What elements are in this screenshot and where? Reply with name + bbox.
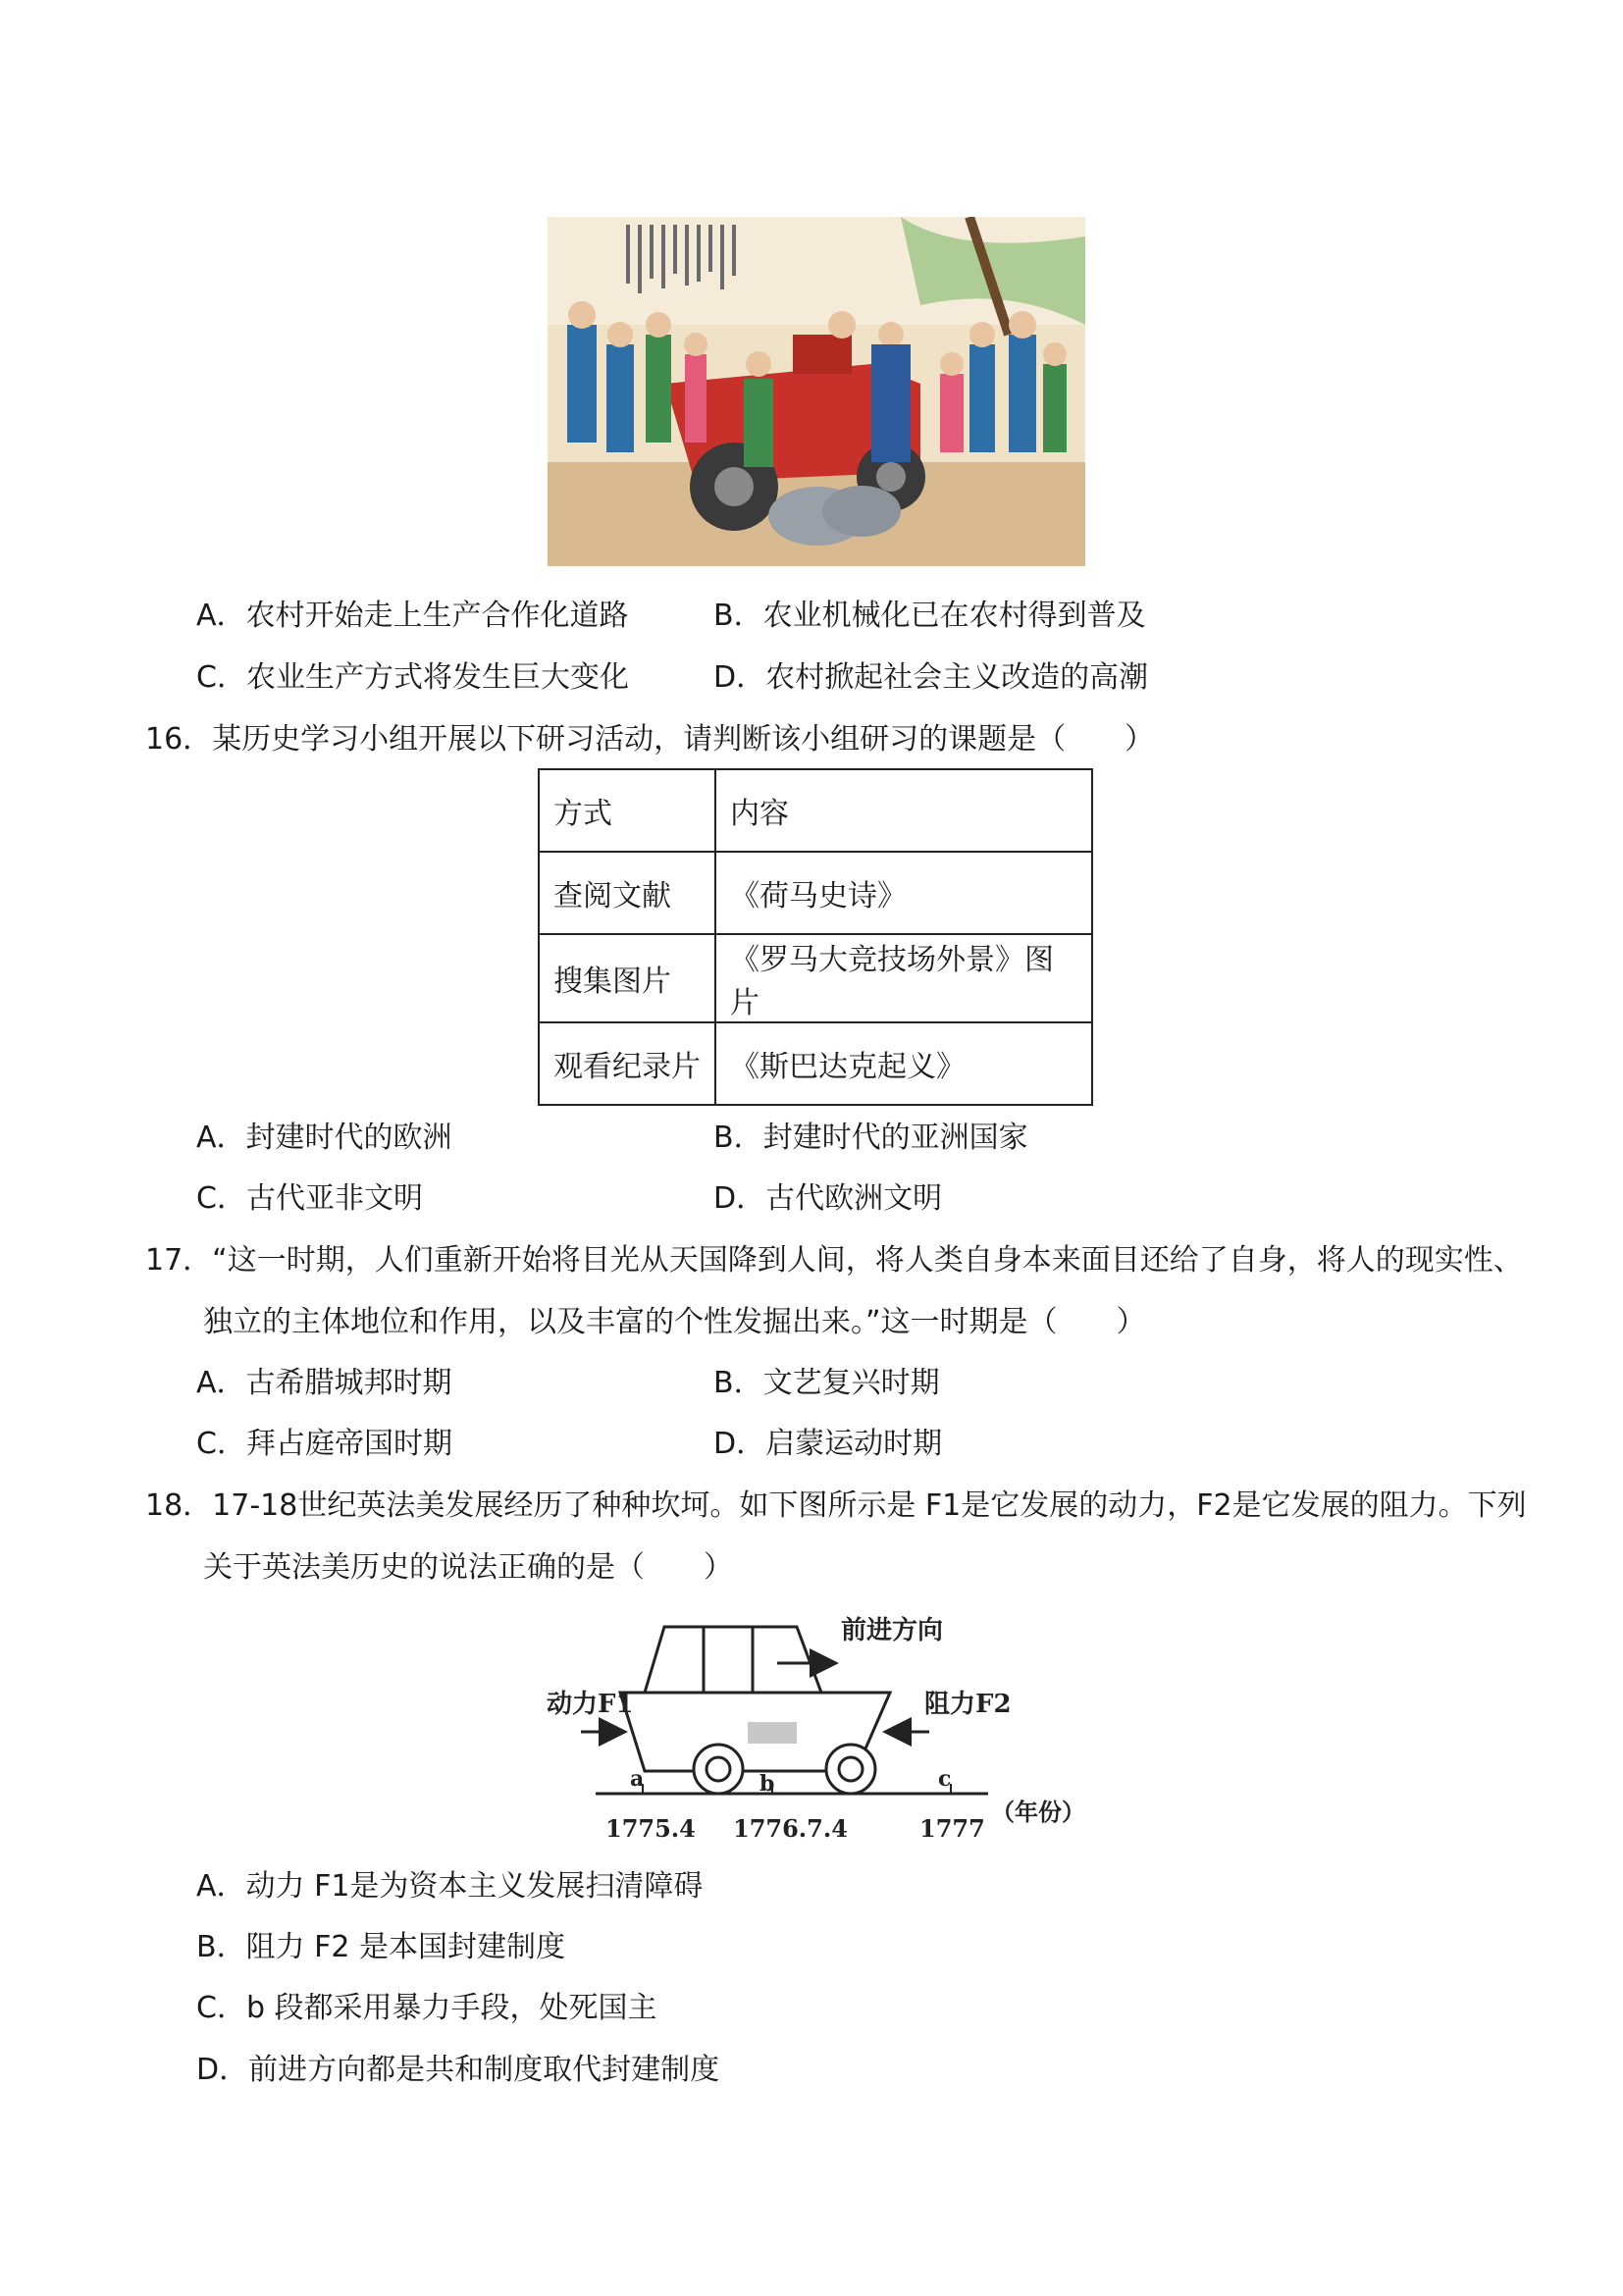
car-cabin [645,1627,821,1693]
car-wheel-front [694,1745,743,1794]
date-label-2: 1776.7.4 [733,1814,848,1843]
q17-option-c[interactable] [196,1425,452,1464]
option-text: 阻力 F2 是本国封建制度 [245,1930,566,1964]
q18-stem-line-1: 18．17-18世纪英法美发展经历了种种坎坷。如下图所示是 F1是它发展的动力，F2是它发展的阻力。下列 [145,1488,1527,1523]
q15-option-d[interactable] [713,658,1148,698]
force-f2-label: 阻力F2 [924,1690,1012,1719]
option-label: B． [713,1366,763,1400]
q16-option-a[interactable] [196,1119,452,1158]
table-row [539,934,1092,1022]
segment-a-label: a [630,1766,645,1792]
option-text: 动力 F1是为资本主义发展扫清障碍 [245,1869,704,1904]
q16-stem: 16．某历史学习小组开展以下研习活动，请判断该小组研习的课题是（ ） [145,722,1155,757]
option-label: C． [196,1427,246,1461]
table-cell: 《斯巴达克起义》 [715,1022,1092,1105]
option-text: 封建时代的欧洲 [245,1121,452,1155]
q18-stem-line-2: 关于英法美历史的说法正确的是（ ） [203,1550,733,1585]
option-label: B． [713,1121,763,1155]
option-text: b 段都采用暴力手段，处死国主 [245,1991,657,2025]
q16-option-c[interactable] [196,1179,423,1219]
segment-c-label: c [938,1766,952,1792]
option-label: C． [196,660,246,695]
option-label: A． [196,1121,246,1155]
option-label: B． [196,1930,246,1964]
q18-option-c[interactable] [196,1989,657,2028]
q15-option-c[interactable] [196,658,629,698]
option-label: C． [196,1991,246,2025]
q15-option-a[interactable] [196,597,629,636]
option-label: D． [713,660,766,695]
option-text: 文艺复兴时期 [762,1366,940,1400]
table-header-cell: 内容 [715,769,1092,852]
option-text: 古希腊城邦时期 [245,1366,452,1400]
car-logo-blur [748,1722,797,1744]
option-label: D． [713,1181,766,1216]
q17-option-a[interactable] [196,1364,452,1403]
option-text: 农业机械化已在农村得到普及 [762,599,1146,633]
option-text: 拜占庭帝国时期 [245,1427,452,1461]
table-cell: 《罗马大竞技场外景》图片 [715,934,1092,1022]
option-text: 农业生产方式将发生巨大变化 [245,660,629,695]
table-row [539,1022,1092,1105]
q17-stem-line-1: 17．“这一时期，人们重新开始将目光从天国降到人间，将人类自身本来面目还给了自身，将人的现实性、 [145,1243,1523,1278]
option-text: 封建时代的亚洲国家 [762,1121,1028,1155]
q17-option-d[interactable] [713,1425,942,1464]
q16-option-b[interactable] [713,1119,1028,1158]
option-label: B． [713,599,763,633]
option-label: D． [713,1427,766,1461]
q16-study-table [538,768,1093,1106]
table-header-cell: 方式 [539,769,715,852]
option-text: 前进方向都是共和制度取代封建制度 [248,2053,720,2087]
table-header-row [539,769,1092,852]
option-text: 农村掀起社会主义改造的高潮 [765,660,1149,695]
date-label-3: 1777 [919,1814,985,1843]
table-row [539,852,1092,934]
year-unit-label: （年份） [991,1798,1085,1826]
q17-option-b[interactable] [713,1364,940,1403]
q16-option-d[interactable] [713,1179,942,1219]
q18-option-d[interactable] [196,2051,719,2090]
option-text: 古代欧洲文明 [765,1181,943,1216]
q17-stem-line-2: 独立的主体地位和作用，以及丰富的个性发掘出来。”这一时期是（ ） [203,1305,1146,1339]
table-cell: 查阅文献 [539,852,715,934]
option-label: A． [196,1869,246,1904]
car-wheel-rear [826,1745,875,1794]
option-text: 古代亚非文明 [245,1181,423,1216]
tractor-poster-image [548,217,1085,566]
segment-b-label: b [759,1771,775,1797]
q18-option-b[interactable] [196,1928,565,1967]
q18-option-a[interactable] [196,1867,703,1906]
q18-car-diagram [542,1609,1101,1854]
option-label: C． [196,1181,246,1216]
option-text: 农村开始走上生产合作化道路 [245,599,629,633]
table-cell: 观看纪录片 [539,1022,715,1105]
option-text: 启蒙运动时期 [765,1427,943,1461]
option-label: A． [196,1366,246,1400]
option-label: A． [196,599,246,633]
force-f1-label: 动力F1 [547,1690,634,1719]
option-label: D． [196,2053,249,2087]
table-cell: 搜集图片 [539,934,715,1022]
date-label-1: 1775.4 [605,1814,696,1843]
forward-direction-label: 前进方向 [841,1616,944,1645]
q15-option-b[interactable] [713,597,1146,636]
table-cell: 《荷马史诗》 [715,852,1092,934]
